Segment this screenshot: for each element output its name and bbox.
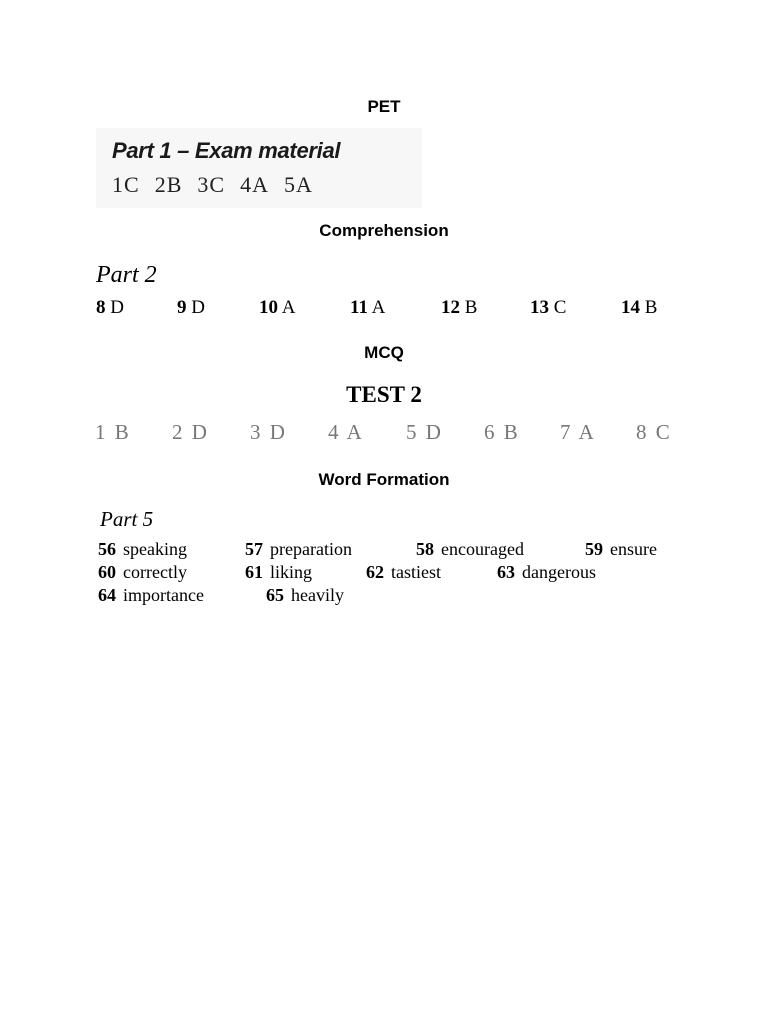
answer-number: 11 — [350, 297, 368, 318]
part2-answer — [350, 297, 385, 319]
part1-scan — [96, 128, 422, 208]
part5-answer — [366, 562, 441, 583]
answer-number: 8 — [96, 297, 106, 318]
part1-answer: 1C — [112, 172, 140, 197]
part2-answer — [259, 297, 295, 319]
test2-answer — [172, 420, 209, 445]
answer-letter: A — [346, 420, 364, 444]
answer-letter: D — [425, 420, 443, 444]
answer-word: correctly — [123, 562, 187, 582]
answer-number: 61 — [245, 562, 263, 582]
test2-title: TEST 2 — [346, 382, 422, 407]
part2-answer — [530, 297, 566, 319]
test2-answer — [406, 420, 443, 445]
answer-number: 9 — [177, 297, 187, 318]
answer-number: 2 — [172, 420, 185, 444]
heading-pet: PET — [367, 97, 401, 116]
answer-word: dangerous — [522, 562, 596, 582]
part1-title: Part 1 – Exam material — [112, 138, 341, 163]
answer-word: liking — [270, 562, 313, 582]
part1-answer: 2B — [154, 172, 183, 197]
answer-number: 56 — [98, 539, 116, 559]
answer-number: 5 — [406, 420, 419, 444]
test2-answer — [484, 420, 520, 445]
test2-answer — [560, 420, 596, 445]
answer-word: preparation — [270, 539, 352, 559]
answer-word: encouraged — [441, 539, 524, 559]
answer-number: 60 — [98, 562, 116, 582]
answer-number: 7 — [560, 420, 573, 444]
heading-word-formation: Word Formation — [318, 470, 450, 489]
part2-answer — [441, 297, 477, 319]
answer-word: heavily — [291, 585, 344, 605]
part5-answer — [98, 585, 204, 606]
answer-number: 12 — [441, 297, 460, 318]
part2-title: Part 2 — [96, 262, 157, 288]
part5-answer — [497, 562, 596, 583]
part5-answer — [266, 585, 344, 606]
part1-answer: 5A — [283, 172, 313, 197]
answer-word: tastiest — [391, 562, 441, 582]
answer-letter: B — [503, 420, 520, 444]
part2-answer — [621, 297, 657, 319]
test2-answer — [250, 420, 287, 445]
answer-number: 64 — [98, 585, 116, 605]
test2-answer — [328, 420, 364, 445]
answer-number: 1 — [95, 420, 108, 444]
part5-answer — [585, 539, 657, 560]
answer-word: importance — [123, 585, 204, 605]
answer-letter: D — [191, 297, 205, 318]
answer-letter: B — [644, 297, 658, 318]
part5-answer — [98, 562, 187, 583]
answer-letter: D — [110, 297, 124, 318]
answer-letter: A — [371, 297, 386, 318]
answer-number: 10 — [259, 297, 278, 318]
answer-number: 6 — [484, 420, 497, 444]
part1-answer: 3C — [197, 172, 226, 197]
answer-number: 62 — [366, 562, 384, 582]
answer-number: 65 — [266, 585, 284, 605]
test2-answer — [95, 420, 131, 445]
part2-answer — [177, 297, 205, 319]
part5-answer — [245, 539, 352, 560]
test2-answer — [636, 420, 672, 445]
answer-letter: D — [191, 420, 209, 444]
part5-title: Part 5 — [100, 507, 154, 531]
answer-letter: B — [114, 420, 131, 444]
answer-number: 3 — [250, 420, 263, 444]
heading-mcq: MCQ — [364, 343, 404, 362]
heading-comprehension: Comprehension — [319, 221, 449, 240]
part2-answer — [96, 297, 124, 319]
part5-answer — [416, 539, 524, 560]
answer-letter: A — [281, 297, 296, 318]
answer-word: speaking — [123, 539, 187, 559]
answer-number: 57 — [245, 539, 263, 559]
answer-number: 8 — [636, 420, 649, 444]
part5-answer — [245, 562, 312, 583]
part1-answer: 4A — [240, 172, 269, 197]
answer-letter: C — [655, 420, 672, 444]
answer-letter: C — [553, 297, 567, 318]
answer-letter: A — [578, 420, 596, 444]
answer-letter: D — [269, 420, 287, 444]
answer-word: ensure — [610, 539, 657, 559]
part1-answers — [112, 172, 313, 198]
answer-letter: B — [464, 297, 478, 318]
answer-number: 14 — [621, 297, 640, 318]
answer-number: 13 — [530, 297, 549, 318]
part5-answer — [98, 539, 187, 560]
answer-number: 63 — [497, 562, 515, 582]
answer-number: 4 — [328, 420, 341, 444]
answer-number: 58 — [416, 539, 434, 559]
answer-number: 59 — [585, 539, 603, 559]
